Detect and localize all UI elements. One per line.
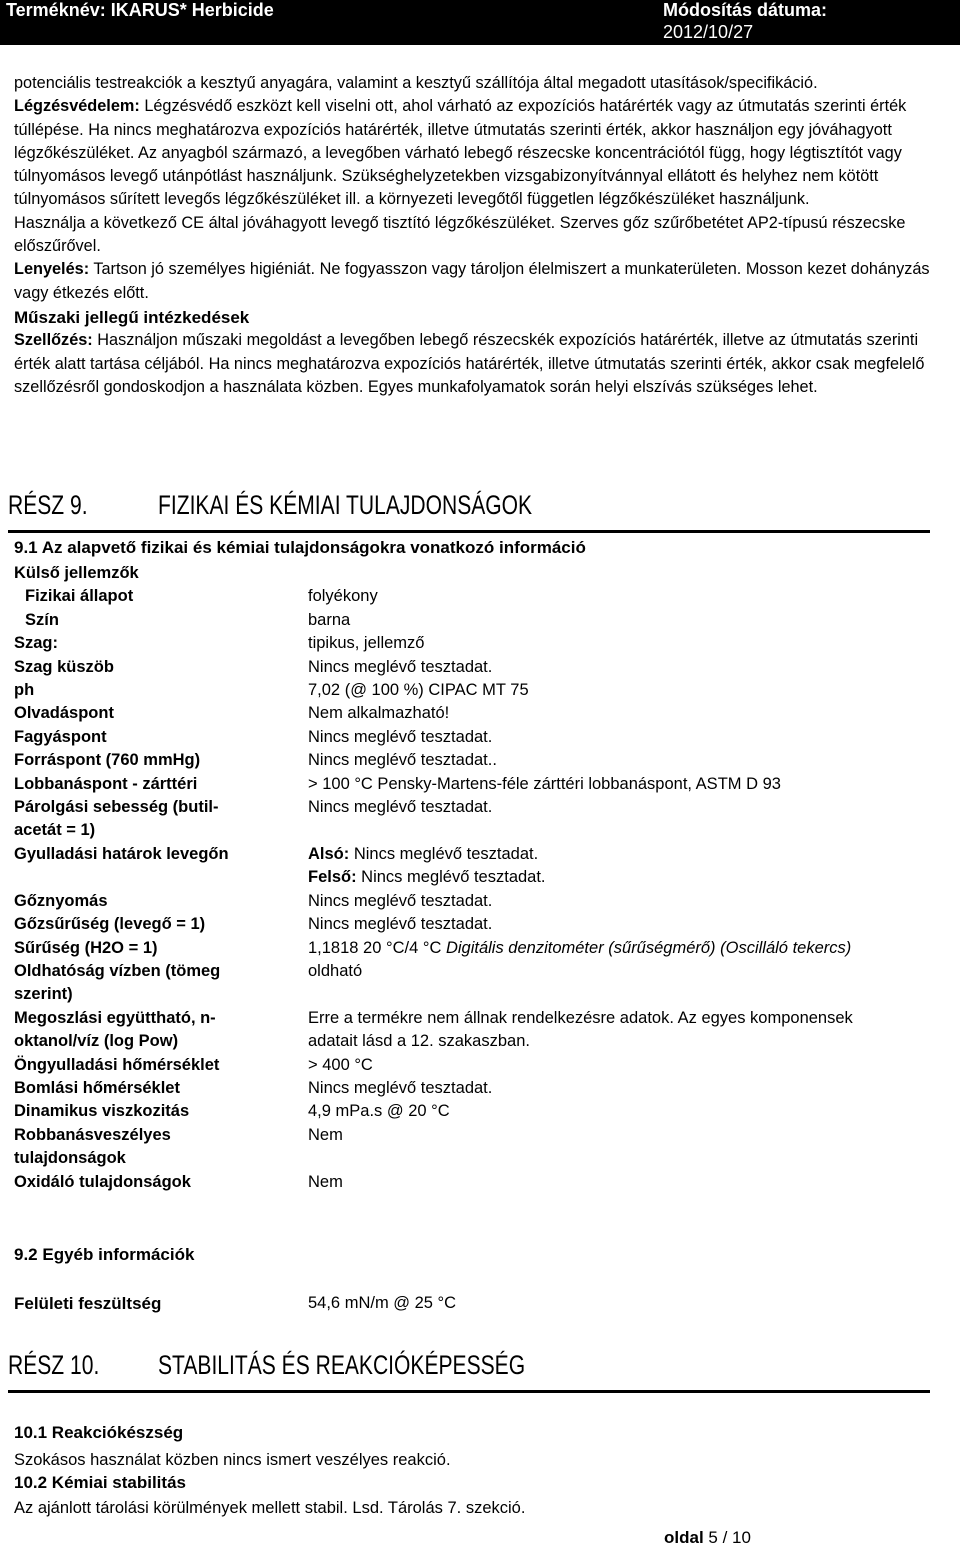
property-label: Forráspont (760 mmHg) <box>14 751 201 770</box>
property-label: ph <box>14 681 35 700</box>
property-label: Dinamikus viszkozitás <box>14 1102 190 1121</box>
property-label: Szag küszöb <box>14 657 114 676</box>
table-row <box>14 749 944 772</box>
page-label: oldal <box>664 1528 704 1547</box>
modified-date: 2012/10/27 <box>663 22 754 42</box>
property-value: oldható <box>308 961 363 980</box>
engineering-heading: Műszaki jellegű intézkedések <box>14 307 250 327</box>
property-label: Gőzsűrűség (levegő = 1) <box>14 915 206 934</box>
property-value: Nincs meglévő tesztadat. <box>308 657 493 676</box>
table-row <box>14 1077 944 1100</box>
table-row <box>14 960 944 1007</box>
property-label: Robbanásveszélyes tulajdonságok <box>14 1125 171 1168</box>
property-value: Erre a termékre nem állnak rendelkezésre adatok. Az egyes komponensek adatait lásd a 12. szakaszban. <box>308 1008 853 1051</box>
lower-limit-label: Alsó: <box>308 844 350 863</box>
section-9-heading <box>8 484 930 533</box>
property-value <box>308 843 928 890</box>
property-value: Nem <box>308 1125 343 1144</box>
glove-paragraph: potenciális testreakciók a kesztyű anyagára, valamint a kesztyű szállítója által megadott utasítások/specifikáció. <box>14 74 818 92</box>
property-label: Sűrűség (H2O = 1) <box>14 938 158 957</box>
property-value: folyékony <box>308 587 378 606</box>
property-label: Fagyáspont <box>14 727 107 746</box>
section-9-number: RÉSZ 9. <box>8 490 88 520</box>
density-value: 1,1818 20 °C/4 °C <box>308 938 446 957</box>
section-10-title: STABILITÁS ÉS REAKCIÓKÉPESSÉG <box>158 1350 526 1380</box>
ingestion-text: Tartson jó személyes higiéniát. Ne fogyasszon vagy tároljon élelmiszert a munkaterületen. Mosson kezet dohányzás vagy étkezés előtt. <box>14 260 930 302</box>
table-row <box>14 937 944 960</box>
respiratory-text-4: Szükséghelyzetekben vizsgabizonyítvánnyal ellátott és helyhez nem kötött túlnyomásos sűrített levegős légzőkészüléket ill. a környezeti levegőtől független légzőkészüléket használjunk. <box>14 167 879 209</box>
property-label: Olvadáspont <box>14 704 114 723</box>
property-label: Lobbanáspont - zárttéri <box>14 774 198 793</box>
section-9-title: FIZIKAI ÉS KÉMIAI TULAJDONSÁGOK <box>158 490 533 520</box>
property-value: Nincs meglévő tesztadat. <box>308 798 493 817</box>
subsection-10-1-heading: 10.1 Reakciókészség <box>14 1423 184 1442</box>
table-row <box>14 1124 944 1171</box>
ventilation-text-2: Ha nincs meghatározva expozíciós határérték, illetve útmutatás szerinti érték, akkor csak megfelelő szellőzésről gondoskodjon a használata közben. Egyes munkafolyamatok során helyi elszívás szükséges lehet. <box>14 354 925 396</box>
table-row <box>14 679 944 702</box>
ingestion-label: Lenyelés: <box>14 260 90 279</box>
table-row <box>14 726 944 749</box>
table-row <box>14 1054 944 1077</box>
property-value: > 400 °C <box>308 1055 373 1074</box>
subsection-9-1-heading: 9.1 Az alapvető fizikai és kémiai tulajdonságokra vonatkozó információ <box>14 538 586 557</box>
page-number: 5 / 10 <box>708 1528 751 1547</box>
lower-limit-value: Nincs meglévő tesztadat. <box>349 844 539 863</box>
property-label: Párolgási sebesség (butil-acetát = 1) <box>14 798 219 840</box>
upper-limit-label: Felső: <box>308 868 357 887</box>
reactivity-text: Szokásos használat közben nincs ismert veszélyes reakció. <box>14 1451 451 1469</box>
ingestion-paragraph <box>14 258 944 305</box>
table-row <box>14 1171 944 1194</box>
ventilation-label: Szellőzés: <box>14 331 93 350</box>
property-label: Oxidáló tulajdonságok <box>14 1172 191 1191</box>
property-label: Gőznyomás <box>14 891 108 910</box>
modified-label: Módosítás dátuma: <box>663 0 828 20</box>
surface-tension-label: Felületi feszültség <box>14 1294 162 1313</box>
property-value: Nincs meglévő tesztadat. <box>308 727 493 746</box>
table-row <box>14 609 944 632</box>
respiratory-paragraph <box>14 95 944 211</box>
surface-tension-value: 54,6 mN/m @ 25 °C <box>308 1294 457 1312</box>
property-value: barna <box>308 610 351 629</box>
property-label: Gyulladási határok levegőn <box>14 844 229 863</box>
table-row <box>14 656 944 679</box>
page-header <box>0 0 960 45</box>
density-method: Digitális denzitométer (sűrűségmérő) (Oscilláló tekercs) <box>445 938 852 957</box>
property-value <box>308 937 928 960</box>
section-10-number: RÉSZ 10. <box>8 1350 100 1380</box>
table-row <box>14 796 944 843</box>
product-name: Terméknév: IKARUS* Herbicide <box>6 0 274 20</box>
property-value: 4,9 mPa.s @ 20 °C <box>308 1102 450 1121</box>
property-label: Bomlási hőmérséklet <box>14 1078 180 1097</box>
table-row <box>14 843 944 890</box>
property-label: Fizikai állapot <box>25 587 134 606</box>
respiratory-text-2: Ha nincs meghatározva expozíciós határérték, illetve útmutatás szerinti érték, akkor használjon egy jóváhagyott légzőkészüléket. <box>14 120 892 162</box>
property-value: Nincs meglévő tesztadat.. <box>308 751 497 770</box>
upper-limit-value: Nincs meglévő tesztadat. <box>356 868 546 887</box>
property-value: Nincs meglévő tesztadat. <box>308 891 493 910</box>
property-label: Oldhatóság vízben (tömeg szerint) <box>14 961 221 1004</box>
table-row <box>14 890 944 913</box>
respiratory-label: Légzésvédelem: <box>14 97 140 116</box>
subsection-9-2-heading: 9.2 Egyéb információk <box>14 1245 195 1264</box>
table-row <box>14 773 944 796</box>
stability-text: Az ajánlott tárolási körülmények mellett stabil. Lsd. Tárolás 7. szekció. <box>14 1499 526 1517</box>
property-value: Nincs meglévő tesztadat. <box>308 1078 493 1097</box>
property-value: Nem <box>308 1172 343 1191</box>
table-row <box>14 585 944 608</box>
property-label: Öngyulladási hőmérséklet <box>14 1055 220 1074</box>
table-row <box>14 562 944 585</box>
property-value: tipikus, jellemző <box>308 634 425 653</box>
respirator-type-paragraph: Használja a következő CE által jóváhagyott levegő tisztító légzőkészüléket. Szerves gőz szűrőbetétet AP2-típusú részecske előszűrővel. <box>14 213 906 256</box>
property-label: Szín <box>25 610 59 629</box>
property-value: Nem alkalmazható! <box>308 704 450 723</box>
section-8-continuation <box>14 72 944 399</box>
section-10-heading <box>8 1344 930 1393</box>
ventilation-paragraph <box>14 329 944 399</box>
table-row <box>14 632 944 655</box>
property-group-heading: Külső jellemzők <box>14 564 139 582</box>
property-value: > 100 °C Pensky-Martens-féle zárttéri lobbanáspont, ASTM D 93 <box>308 774 781 793</box>
properties-table <box>14 562 944 1194</box>
table-row <box>14 702 944 725</box>
ventilation-text: Használjon műszaki megoldást a levegőben lebegő részecskék expozíciós határérték, illetve az útmutatás szerinti érték alatt tartása céljából. <box>14 331 919 373</box>
subsection-10-2-heading: 10.2 Kémiai stabilitás <box>14 1473 186 1492</box>
property-value: 7,02 (@ 100 %) CIPAC MT 75 <box>308 681 529 700</box>
property-label: Megoszlási együttható, n-oktanol/víz (log Pow) <box>14 1008 216 1051</box>
table-row <box>14 913 944 936</box>
table-row <box>14 1007 944 1054</box>
page-footer <box>664 1528 751 1548</box>
property-value: Nincs meglévő tesztadat. <box>308 915 493 934</box>
table-row <box>14 1100 944 1123</box>
respiratory-text-3: Az anyagból származó, a levegőben várható lebegő részecske koncentrációtól függ, hogy légtisztítót vagy túlnyomásos levegő utánpótlást használjunk. <box>14 143 902 186</box>
property-label: Szag: <box>14 634 59 653</box>
respiratory-text: Légzésvédő eszközt kell viselni ott, ahol várható az expozíciós határérték vagy az útmutatás szerinti érték túllépése. <box>14 97 907 139</box>
